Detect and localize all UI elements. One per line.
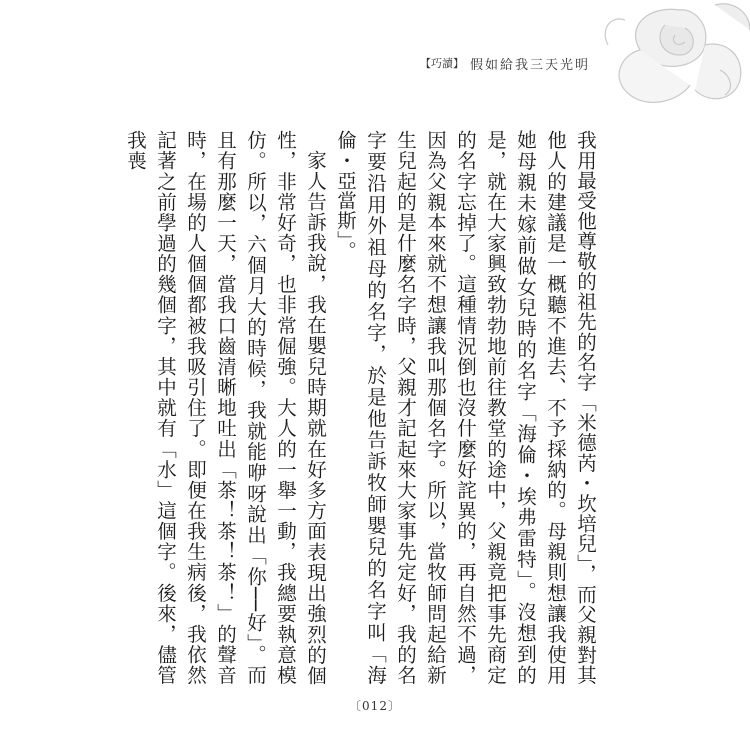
page-number: 〔012〕 [349, 699, 401, 713]
book-title: 假如給我三天光明 [470, 57, 591, 73]
paragraph: 家人告訴我說，我在嬰兒時期就在好多方面表現出強烈的個性，非常好奇，也非常倔強。大人的一舉一動，我總要執意模仿。所以，六個月大的時候，我就能咿呀說出「你──好」。而且有那麼一天，當我口齒清晰地吐出「茶！茶！茶！」的聲音時，在場的人個個都被我吸引住了。即便在我生病後，我依然記著之前學過的幾個字，其中就有「水」這個字。後來，儘管我喪 [124, 130, 327, 685]
paragraph: 我用最受他尊敬的祖先的名字「米德芮・坎培兒」，而父親對其他人的建議是一概聽不進去、不予採納的。母親則想讓我使用她母親未嫁前做女兒時的名字「海倫・埃弗雷特」。沒想到的是，就在大家興致勃勃地前往教堂的途中，父親竟把事先商定的名字忘掉了。這種情況倒也沒什麼好詫異的，再自然不過，因為父親本來就不想讓我叫那個名字。所以，當牧師問起給新生兒起的是什麼名字時，父親才記起來大家事先定好，我的名字要沿用外祖母的名字，於是他告訴牧師嬰兒的名字叫「海倫・亞當斯」。 [334, 130, 597, 685]
running-header [420, 53, 590, 73]
series-label: 【巧讀】 [420, 57, 464, 70]
body-text [124, 130, 600, 685]
